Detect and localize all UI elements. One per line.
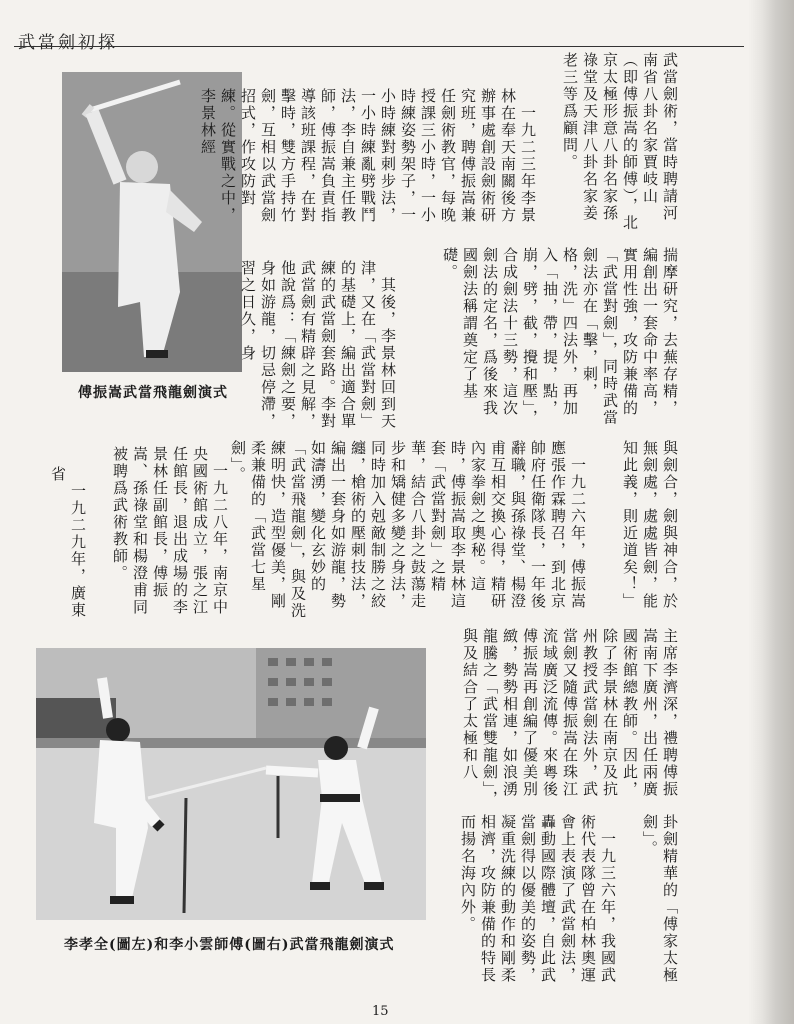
caption-photo-1: 傅振嵩武當飛龍劍演式 (78, 385, 228, 401)
caption-photo-2: 李孝全(圖左)和李小雲師傅(圖右)武當飛龍劍演式 (64, 937, 395, 953)
text-column-4: 其後，李景林回到天津，又在「武當對劍」的基礎上，編出適合單練的武當劍套路。李對武當劍有精辟之見解，他說爲：「練劍之要，身如游龍，切忌停滯，習之日久，身 (239, 260, 397, 430)
text-column-6: 一九二六年，傅振嵩應張作霖聘召，到北京帥府任衛隊長，一年後辭職，與孫祿堂、楊澄甫互相交換心得，精研內家拳劍之奧秘。這時，傅振嵩取李景林這套「武當對劍」之精華，結合八卦之鼓蕩走步和矯健多變之身法，同時加入剋敵制勝之絞纏，槍術的壓刺技法，編出一套身如游龍，勢如濤湧，變化玄妙的「武當飛龍劍」，與及洗練明快，造型優美，剛柔兼備的「武當七星劍」。 (229, 440, 587, 620)
text-column-11: 一九三六年，我國武術代表隊曾在柏林奧運會上表演了武當劍法，轟動國際體壇，自此武當劍得以優美的姿勢，凝重洗練的動作和剛柔相濟，攻防兼備的特長而揚名海內外。 (459, 814, 617, 984)
text-column-9: 主席李濟深，禮聘傅振嵩南下廣州，出任兩廣國術館總教師。因此，除了李景林在南京及抗州教授武當劍法外，武當劍又隨傅振嵩在珠江流域廣泛流傳。來粵後傅振嵩再創編了優美別緻，勢勢相連，如浪湧龍騰之「武當雙龍劍」，與及結合了太極和八 (461, 628, 679, 808)
text-column-3: 揣摩研究，去蕪存精，編創出一套命中率高，實用性強，攻防兼備的「武當對劍」，同時武當劍法亦在「擊，刺，格，洗」四法外，再加入「抽，帶，提，點，崩，劈，截，攪和壓」，合成劍法十三勢，這次劍法的定名，爲後來我國劍法稱謂奠定了基礎。 (441, 247, 679, 427)
text-column-10: 卦劍精華的「傅家太極劍」。 (641, 814, 679, 984)
header-rule (14, 46, 744, 47)
page-binding-shadow (748, 0, 794, 1024)
photo-two-performers (36, 648, 426, 920)
page-number: 15 (372, 1004, 389, 1019)
text-column-8: 一九二九年，廣東省 (49, 466, 87, 619)
text-column-1: 武當劍術，當時聘請河南省八卦名家賈岐山（即傅振嵩的師傅），北京太極形意八卦名家孫祿堂及天津八卦名家姜老三等爲顧問。 (561, 52, 679, 232)
running-header-title: 武當劍初探 (18, 33, 118, 53)
text-column-7: 一九二八年，南京中央國術館成立，張之江任館長，退出成場的李景林任副館長，傅振嵩、孫祿堂和楊澄甫同被聘爲武術教師。 (111, 446, 229, 616)
text-column-2: 一九二三年李景林在奉天南關後方辦事處創設劍術研究班，聘傅振嵩兼任劍術教官，每晚授課三小時，一小時練姿勢架子，一小時練對刺步法，一小時練亂劈戰鬥法，李自兼主任教師，傅振嵩負責指導該班課程，在對擊時，雙方手持竹劍，互相以武當劍招式，作攻防對練。從實戰之中，李景林經 (199, 88, 537, 224)
text-column-5: 與劍合，劍與神合，於無劍處，處處皆劍，能知此義，則近道矣！」 (621, 440, 679, 610)
two-performers-scene (36, 648, 426, 920)
